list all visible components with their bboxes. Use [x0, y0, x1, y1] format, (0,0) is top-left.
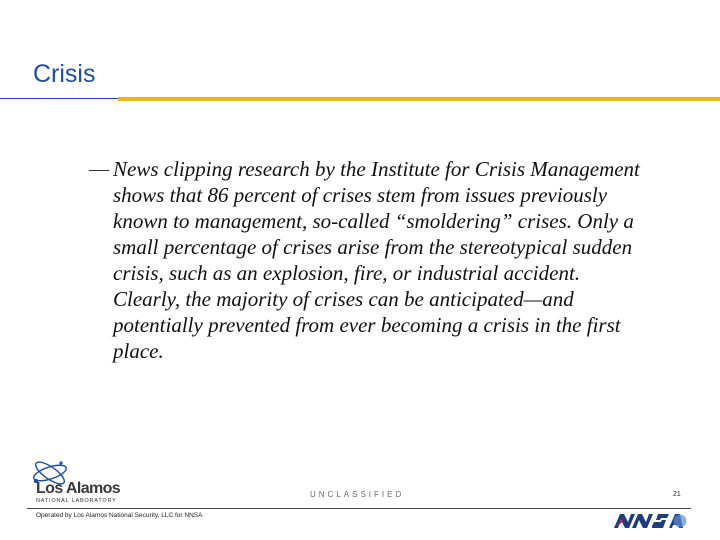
bullet-item: [89, 156, 649, 364]
footer-divider: [27, 508, 691, 509]
nnsa-logo: [612, 510, 690, 530]
los-alamos-logo: [30, 455, 150, 509]
bullet-dash: —: [89, 158, 109, 180]
logo-wordmark: Los Alamos: [36, 480, 121, 497]
bullet-text: News clipping research by the Institute for Crisis Management shows that 86 percent of crises stem from issues previously known to management, so-called “smoldering” crises. Only a small percentage of crises arise from the stereotypical sudden crisis, such as an explosion, fire, or industrial accident. Clearly, the majority of crises can be anticipated—and potentially prevented from ever becoming a crisis in the first place.: [113, 157, 640, 363]
page-number: 21: [673, 491, 681, 498]
title-underline-gold: [118, 97, 720, 101]
logo-subtitle: NATIONAL LABORATORY: [36, 498, 117, 504]
classification-label: UNCLASSIFIED: [310, 490, 405, 499]
slide-title: Crisis: [33, 60, 96, 88]
title-underline-blue: [0, 98, 120, 99]
operated-by-text: Operated by Los Alamos National Security, LLC for NNSA: [36, 512, 203, 519]
